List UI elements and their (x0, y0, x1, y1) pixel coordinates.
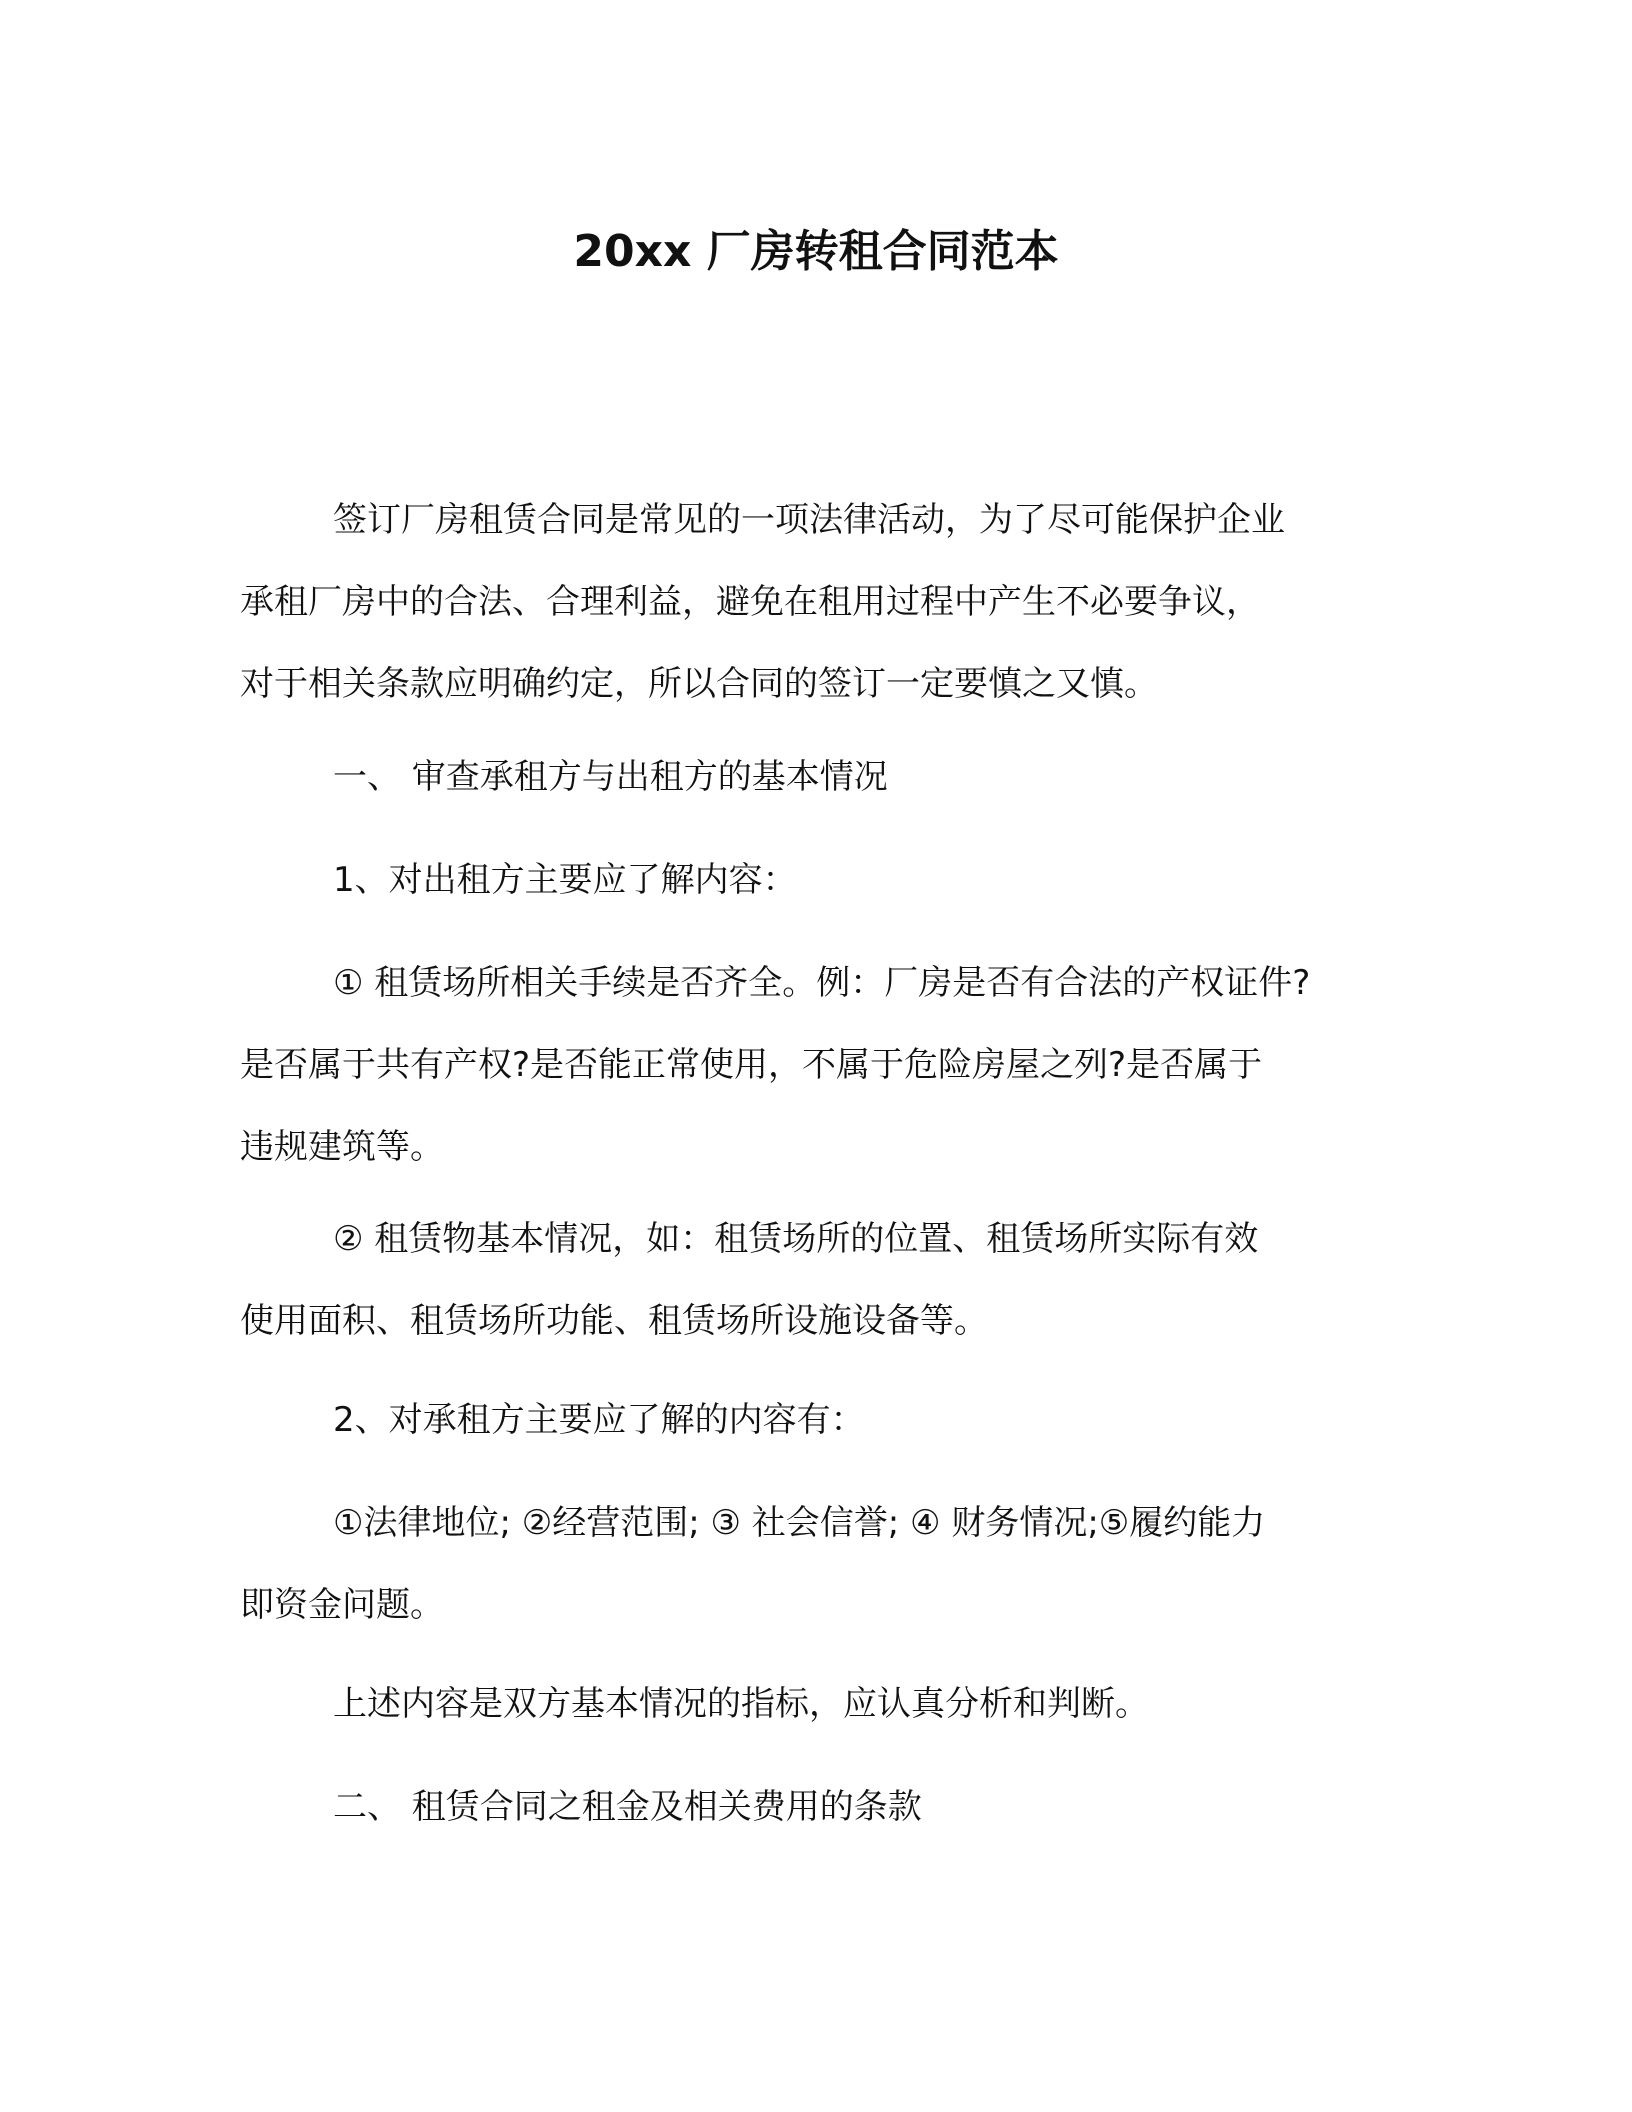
paragraph-item-2 (240, 1198, 1400, 1362)
paragraph-summary (240, 1663, 1400, 1745)
document-title: 20xx 厂房转租合同范本 (573, 226, 1059, 277)
subsection-heading-1 (240, 839, 1400, 921)
paragraph-line: 即资金问题。 (240, 1585, 444, 1625)
paragraph-line: ①法律地位; ②经营范围; ③ 社会信誉; ④ 财务情况;⑤履约能力 (333, 1503, 1266, 1543)
paragraph-line: 承租厂房中的合法、合理利益，避免在租用过程中产生不必要争议， (240, 582, 1260, 622)
heading-line: 一、 审查承租方与出租方的基本情况 (333, 757, 888, 797)
paragraph-intro (240, 479, 1400, 725)
paragraph-line: 使用面积、租赁场所功能、租赁场所设施设备等。 (240, 1301, 988, 1341)
paragraph-line: 是否属于共有产权?是否能正常使用，不属于危险房屋之列?是否属于 (240, 1045, 1263, 1085)
paragraph-item-3 (240, 1482, 1400, 1646)
heading-line: 1、对出租方主要应了解内容： (333, 860, 797, 900)
paragraph-line: ② 租赁物基本情况，如：租赁场所的位置、租赁场所实际有效 (333, 1219, 1259, 1259)
paragraph-line: 违规建筑等。 (240, 1127, 444, 1167)
paragraph-item-1 (240, 942, 1400, 1188)
paragraph-line: 对于相关条款应明确约定，所以合同的签订一定要慎之又慎。 (240, 664, 1158, 704)
section-heading-2 (240, 1766, 1400, 1848)
paragraph-line: 签订厂房租赁合同是常见的一项法律活动，为了尽可能保护企业 (333, 500, 1285, 540)
paragraph-line: ① 租赁场所相关手续是否齐全。例：厂房是否有合法的产权证件? (333, 963, 1311, 1003)
heading-line: 2、对承租方主要应了解的内容有： (333, 1400, 865, 1440)
heading-line: 二、 租赁合同之租金及相关费用的条款 (333, 1787, 922, 1827)
subsection-heading-2 (240, 1379, 1400, 1461)
paragraph-line: 上述内容是双方基本情况的指标，应认真分析和判断。 (333, 1684, 1149, 1724)
section-heading-1 (240, 736, 1400, 818)
